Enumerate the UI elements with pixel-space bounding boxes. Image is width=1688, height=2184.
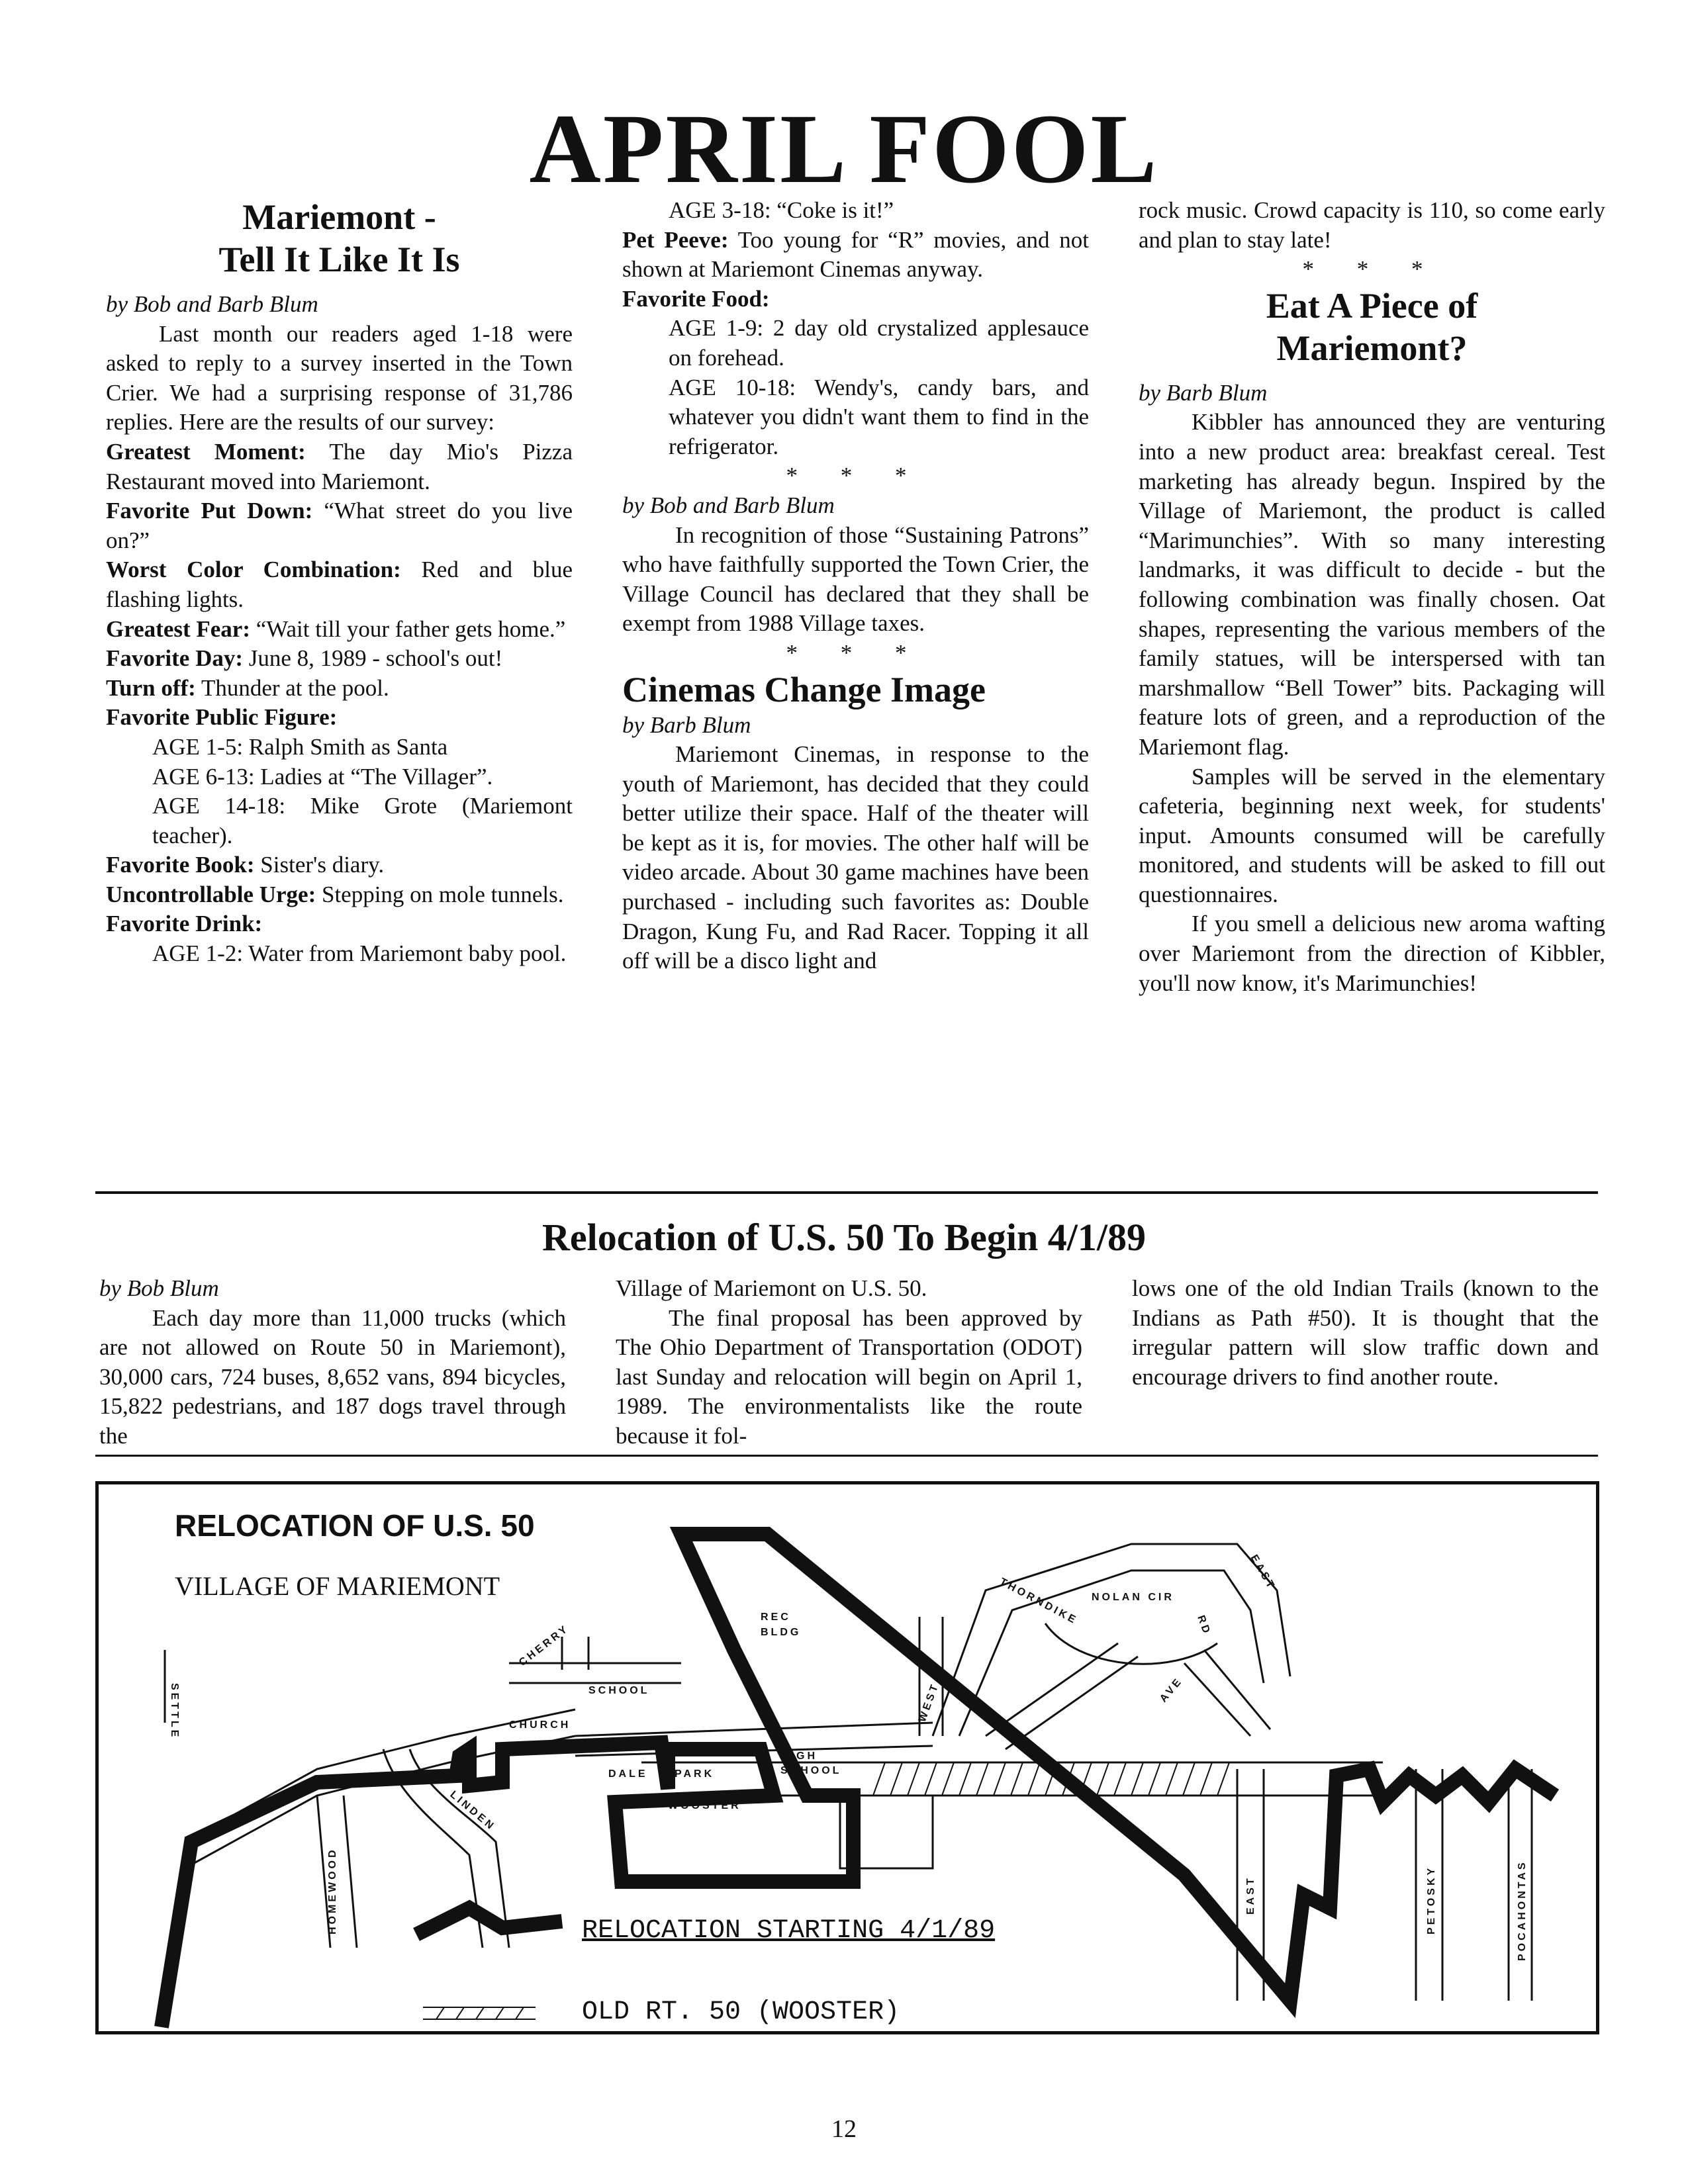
hatch-mark bbox=[1097, 1762, 1109, 1796]
separator-stars: * * * bbox=[786, 639, 925, 666]
hatch-mark bbox=[1183, 1762, 1195, 1796]
street-line bbox=[1045, 1623, 1217, 1664]
value: The day Mio's Pizza Restaurant moved into Mariemont. bbox=[106, 438, 573, 494]
hatch-mark bbox=[976, 1762, 988, 1796]
hatch-mark bbox=[1166, 1762, 1178, 1796]
article-title-tell-it bbox=[106, 196, 573, 281]
hatch-mark bbox=[1028, 1762, 1040, 1796]
map-label: AVE bbox=[1158, 1675, 1186, 1705]
drink-item: AGE 1-2: Water from Mariemont baby pool. bbox=[152, 940, 567, 967]
title-line-1: Mariemont - bbox=[242, 197, 436, 237]
survey-item bbox=[106, 880, 573, 910]
map-label: DALE bbox=[608, 1768, 648, 1780]
map-label: LINDEN bbox=[447, 1789, 498, 1833]
label: Turn off: bbox=[106, 674, 196, 701]
new-route-path bbox=[162, 1534, 1555, 2027]
map-label: WOOSTER bbox=[668, 1800, 741, 1811]
hatch-mark bbox=[873, 1762, 885, 1796]
value: Red and blue flashing lights. bbox=[106, 557, 573, 612]
map-label: PETOSKY bbox=[1426, 1865, 1437, 1934]
article-title-eat bbox=[1139, 285, 1605, 369]
survey-item bbox=[106, 674, 573, 704]
paragraph: Village of Mariemont on U.S. 50. bbox=[616, 1275, 927, 1301]
hatch-mark bbox=[890, 1762, 902, 1796]
map-label: THORNDIKE bbox=[998, 1576, 1080, 1627]
column-2 bbox=[622, 196, 1089, 976]
label: Greatest Fear: bbox=[106, 615, 250, 642]
map-subtitle: VILLAGE OF MARIEMONT bbox=[175, 1571, 500, 1601]
legend-old-route-label: OLD RT. 50 (WOOSTER) bbox=[582, 1997, 900, 2027]
street-line bbox=[509, 1663, 681, 1683]
separator-stars: * * * bbox=[1302, 256, 1442, 283]
byline: by Bob and Barb Blum bbox=[622, 492, 835, 518]
map-label: REC bbox=[761, 1612, 791, 1623]
map-label: SETTLE bbox=[169, 1683, 180, 1740]
hatch-mark bbox=[959, 1762, 971, 1796]
hatch-mark bbox=[908, 1762, 919, 1796]
food-item: AGE 1-9: 2 day old crystalized applesauce on forehead. bbox=[669, 315, 1089, 371]
hatch-mark bbox=[925, 1762, 937, 1796]
hatch-mark bbox=[1131, 1762, 1143, 1796]
relocation-column-2 bbox=[616, 1274, 1082, 1451]
map-label: NOLAN CIR bbox=[1092, 1592, 1174, 1603]
label: Favorite Food: bbox=[622, 285, 770, 312]
article-title-cinemas: Cinemas Change Image bbox=[622, 669, 986, 709]
street-line bbox=[562, 1637, 588, 1670]
street-line bbox=[1184, 1650, 1270, 1736]
relocation-column-3 bbox=[1132, 1274, 1599, 1392]
food-list bbox=[622, 314, 1089, 461]
survey-item bbox=[106, 644, 573, 674]
cinema-paragraph: Mariemont Cinemas, in response to the youth of Mariemont, has decided that they could better utilize their space. Half of the theater will be kept as it is, for movies. The other half will be video arcade. About 30 game machines have been purchased - including such favorites as: Double Dragon, Kung Fu, and Rad Racer. Topping it all off will be a disco light and bbox=[622, 741, 1089, 974]
survey-item bbox=[106, 615, 573, 645]
survey-item bbox=[106, 496, 573, 555]
hatch-mark bbox=[1200, 1762, 1212, 1796]
map-label: BLDG bbox=[761, 1627, 802, 1638]
map-label: SCHOOL bbox=[780, 1765, 842, 1776]
label: Favorite Day: bbox=[106, 645, 244, 672]
survey-items bbox=[106, 437, 573, 703]
public-figure-label bbox=[106, 703, 573, 733]
label: Favorite Put Down: bbox=[106, 498, 313, 524]
column-1 bbox=[106, 196, 573, 969]
intro-paragraph: Last month our readers aged 1-18 were asked to reply to a survey inserted in the Town Crier. We had a surprising response of 31,786 replies. Here are the results of our survey: bbox=[106, 320, 573, 435]
relocation-headline: Relocation of U.S. 50 To Begin 4/1/89 bbox=[542, 1216, 1146, 1259]
legend-new-route-label: RELOCATION STARTING 4/1/89 bbox=[582, 1916, 996, 1946]
food-item: AGE 10-18: Wendy's, candy bars, and whatever you didn't want them to find in the refrigerator. bbox=[669, 374, 1089, 459]
value: Sister's diary. bbox=[254, 852, 385, 878]
paragraph: Samples will be served in the elementary cafeteria, beginning next week, for students' input. Amounts consumed will be carefully monitored, and students will be asked to fill out questionnaires. bbox=[1139, 763, 1605, 907]
public-figure-item: AGE 1-5: Ralph Smith as Santa bbox=[152, 733, 448, 760]
map-label: PARK bbox=[675, 1768, 715, 1780]
patrons-paragraph: In recognition of those “Sustaining Patrons” who have faithfully supported the Town Crier, the Village Council has declared that they shall be exempt from 1988 Village taxes. bbox=[622, 522, 1089, 637]
map-label: EAST bbox=[1245, 1876, 1256, 1915]
legend-new-route-symbol bbox=[416, 1908, 562, 1934]
survey-item bbox=[106, 437, 573, 496]
map-drawing bbox=[99, 1484, 1596, 2031]
paragraph: lows one of the old Indian Trails (known to the Indians as Path #50). It is thought that the irregular pattern will slow traffic down and encourage drivers to find another route. bbox=[1132, 1275, 1599, 1390]
byline: by Barb Blum bbox=[622, 711, 751, 738]
public-figure-item: AGE 6-13: Ladies at “The Villager”. bbox=[152, 763, 493, 790]
relocation-column-1 bbox=[99, 1274, 566, 1451]
horizontal-rule bbox=[95, 1455, 1598, 1457]
paragraph: Kibbler has announced they are venturing into a new product area: breakfast cereal. Test marketing has already begun. Inspired by the Village of Mariemont, the product is called “Marimunchies”. With so many interesting landmarks, it was difficult to decide - but the following combination was finally chosen. Oat shapes, representing the various members of the family statues, will be interspersed with tan marshmallow “Bell Tower” bits. Packaging will feature lots of green, and a reproduction of the Mariemont flag. bbox=[1139, 409, 1605, 760]
label: Worst Color Combination: bbox=[106, 557, 401, 583]
continued-paragraph: rock music. Crowd capacity is 110, so come early and plan to stay late! bbox=[1139, 197, 1605, 253]
paragraph: The final proposal has been approved by The Ohio Department of Transportation (ODOT) last Sunday and relocation will begin on April 1, 1989. The environmentalists like the route because it fol- bbox=[616, 1304, 1082, 1449]
hatch-mark bbox=[1149, 1762, 1160, 1796]
masthead: APRIL FOOL bbox=[529, 94, 1159, 204]
map-label: POCAHONTAS bbox=[1517, 1860, 1528, 1961]
byline: by Barb Blum bbox=[1139, 379, 1268, 406]
horizontal-rule bbox=[95, 1191, 1598, 1194]
drink-item: AGE 3-18: “Coke is it!” bbox=[669, 197, 894, 223]
food-label bbox=[622, 285, 1089, 314]
drink-label bbox=[106, 909, 573, 939]
street-line bbox=[344, 1796, 357, 1948]
column-3 bbox=[1139, 196, 1605, 998]
public-figure-list bbox=[106, 733, 573, 850]
map-label: HOMEWOOD bbox=[327, 1847, 338, 1934]
hatch-mark bbox=[942, 1762, 954, 1796]
legend-old-route-symbol bbox=[423, 2007, 536, 2019]
map-label: RD bbox=[1195, 1614, 1213, 1637]
map-label: CHERRY bbox=[516, 1622, 572, 1669]
label: Favorite Public Figure: bbox=[106, 704, 338, 731]
value: Too young for “R” movies, and not shown at Mariemont Cinemas anyway. bbox=[622, 226, 1089, 283]
map-label: CHURCH bbox=[509, 1719, 571, 1731]
title-line-2: Mariemont? bbox=[1276, 328, 1468, 368]
page-number: 12 bbox=[831, 2115, 857, 2143]
map-title: RELOCATION OF U.S. 50 bbox=[175, 1508, 535, 1543]
survey-item bbox=[622, 226, 1089, 285]
hatch-mark bbox=[994, 1762, 1006, 1796]
relocation-map bbox=[95, 1481, 1599, 2034]
byline: by Bob Blum bbox=[99, 1275, 219, 1301]
hatch-mark bbox=[1011, 1762, 1023, 1796]
map-label: SCHOOL bbox=[588, 1685, 650, 1696]
value: June 8, 1989 - school's out! bbox=[243, 645, 503, 672]
title-line-1: Eat A Piece of bbox=[1266, 285, 1478, 326]
map-label: WEST bbox=[916, 1681, 942, 1724]
label: Uncontrollable Urge: bbox=[106, 881, 316, 907]
value: Thunder at the pool. bbox=[195, 674, 389, 701]
value: Stepping on mole tunnels. bbox=[316, 881, 564, 907]
paragraph: Each day more than 11,000 trucks (which are not allowed on Route 50 in Mariemont), 30,000 cars, 724 buses, 8,652 vans, 894 bicycles, 15,822 pedestrians, and 187 dogs travel through the bbox=[99, 1304, 566, 1449]
value: “Wait till your father gets home.” bbox=[250, 615, 566, 642]
byline: by Bob and Barb Blum bbox=[106, 291, 318, 317]
hatch-mark bbox=[1217, 1762, 1229, 1796]
label: Pet Peeve: bbox=[622, 226, 729, 253]
map-label: EAST bbox=[1248, 1553, 1278, 1592]
public-figure-item: AGE 14-18: Mike Grote (Mariemont teacher). bbox=[152, 793, 573, 848]
label: Favorite Drink: bbox=[106, 911, 263, 937]
map-label: HIGH bbox=[780, 1751, 818, 1762]
separator-stars: * * * bbox=[786, 463, 925, 489]
paragraph: If you smell a delicious new aroma wafting over Mariemont from the direction of Kibbler, you'll now know, it's Marimunchies! bbox=[1139, 911, 1605, 996]
label: Greatest Moment: bbox=[106, 438, 306, 465]
survey-item bbox=[106, 555, 573, 614]
survey-item bbox=[106, 850, 573, 880]
value: “What street do you live on?” bbox=[106, 498, 573, 553]
hatch-mark bbox=[1114, 1762, 1126, 1796]
title-line-2: Tell It Like It Is bbox=[218, 240, 460, 279]
label: Favorite Book: bbox=[106, 852, 255, 878]
